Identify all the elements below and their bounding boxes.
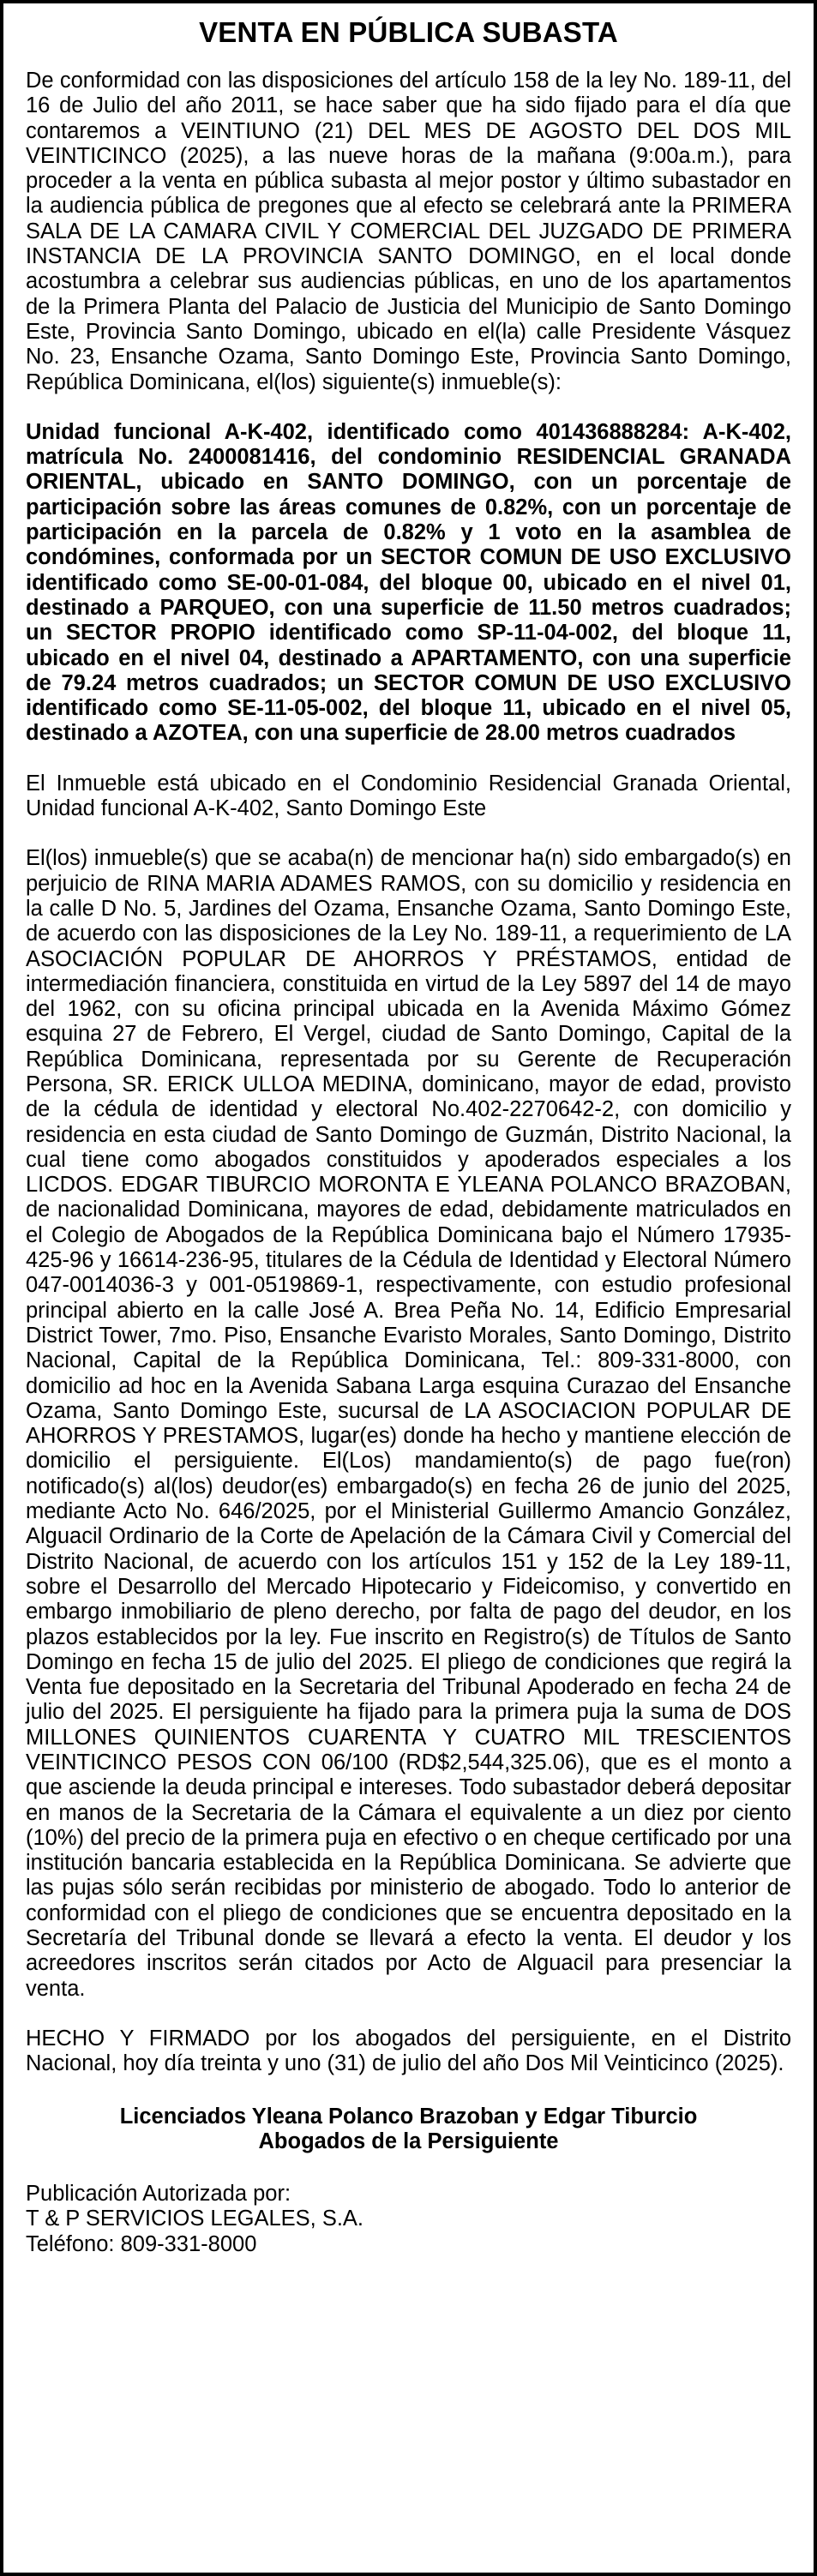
property-description: Unidad funcional A-K-402, identificado como 401436888284: A-K-402, matrícula No. 2400081416, del condominio RESIDENCIAL GRANADA ORIENTAL, ubicado en SANTO DOMINGO, con un porcentaje de participación sobre las áreas comunes de 0.82%, con un porcentaje de participación en la parcela de 0.82% y 1 voto en la asamblea de condómines, conformada por un SECTOR COMUN DE USO EXCLUSIVO identificado como SE-00-01-084, del bloque 00, ubicado en el nivel 01, destinado a PARQUEO, con una superficie de 11.50 metros cuadrados; un SECTOR PROPIO identificado como SP-11-04-002, del bloque 11, ubicado en el nivel 04, destinado a APARTAMENTO, con una superficie de 79.24 metros cuadrados; un SECTOR COMUN DE USO EXCLUSIVO identificado como SE-11-05-002, del bloque 11, ubicado en el nivel 05, destinado a AZOTEA, con una superficie de 28.00 metros cuadrados [26, 419, 791, 746]
signers-block [26, 2105, 791, 2155]
notice-title: VENTA EN PÚBLICA SUBASTA [199, 16, 618, 48]
signers-role: Abogados de la Persiguiente [258, 2129, 559, 2153]
signers-names: Licenciados Yleana Polanco Brazoban y Edgar Tiburcio [119, 2104, 698, 2129]
seizure-details-paragraph: El(los) inmueble(s) que se acaba(n) de mencionar ha(n) sido embargado(s) en perjuicio de RINA MARIA ADAMES RAMOS, con su domicilio y residencia en la calle D No. 5, Jardines del Ozama, Ensanche Ozama, Santo Domingo Este, de acuerdo con las disposiciones de la Ley No. 189-11, a requerimiento de LA ASOCIACIÓN POPULAR DE AHORROS Y PRÉSTAMOS, entidad de intermediación financiera, constituida en virtud de la Ley 5897 del 14 de mayo del 1962, con su oficina principal ubicada en la Avenida Máximo Gómez esquina 27 de Febrero, El Vergel, ciudad de Santo Domingo, Capital de la República Dominicana, representada por su Gerente de Recuperación Persona, SR. ERICK ULLOA MEDINA, dominicano, mayor de edad, provisto de la cédula de identidad y electoral No.402-2270642-2, con domicilio y residencia en esta ciudad de Santo Domingo de Guzmán, Distrito Nacional, la cual tiene como abogados constituidos y apoderados especiales a los LICDOS. EDGAR TIBURCIO MORONTA E YLEANA POLANCO BRAZOBAN, de nacionalidad Dominicana, mayores de edad, debidamente matriculados en el Colegio de Abogados de la República Dominicana bajo el Número 17935-425-96 y 16614-236-95, titulares de la Cédula de Identidad y Electoral Número 047-0014036-3 y 001-0519869-1, respectivamente, con estudio profesional principal abierto en la calle José A. Brea Peña No. 14, Edificio Empresarial District Tower, 7mo. Piso, Ensanche Evaristo Morales, Santo Domingo, Distrito Nacional, Capital de la República Dominicana, Tel.: 809-331-8000, con domicilio ad hoc en la Avenida Sabana Larga esquina Curazao del Ensanche Ozama, Santo Domingo Este, sucursal de LA ASOCIACION POPULAR DE AHORROS Y PRESTAMOS, lugar(es) donde ha hecho y mantiene elección de domicilio el persiguiente. El(Los) mandamiento(s) de pago fue(ron) notificado(s) al(los) deudor(es) embargado(s) en fecha 26 de junio del 2025, mediante Acto No. 646/2025, por el Ministerial Guillermo Amancio González, Alguacil Ordinario de la Corte de Apelación de la Cámara Civil y Comercial del Distrito Nacional, de acuerdo con los artículos 151 y 152 de la Ley 189-11, sobre el Desarrollo del Mercado Hipotecario y Fideicomiso, y convertido en embargo inmobiliario de pleno derecho, por falta de pago del deudor, en los plazos establecidos por la ley. Fue inscrito en Registro(s) de Títulos de Santo Domingo en fecha 15 de julio del 2025. El pliego de condiciones que regirá la Venta fue depositado en la Secretaria del Tribunal Apoderado en fecha 24 de julio del 2025. El persiguiente ha fijado para la primera puja la suma de DOS MILLONES QUINIENTOS CUARENTA Y CUATRO MIL TRESCIENTOS VEINTICINCO PESOS CON 06/100 (RD$2,544,325.06), que es el monto a que asciende la deuda principal e intereses. Todo subastador deberá depositar en manos de la Secretaria de la Cámara el equivalente a un diez por ciento (10%) del precio de la primera puja en efectivo o en cheque certificado por una institución bancaria establecida en la República Dominicana. Se advierte que las pujas sólo serán recibidas por ministerio de abogado. Todo lo anterior de conformidad con el pliego de condiciones que se encuentra depositado en la Secretaría del Tribunal donde se llevará a efecto la venta. El deudor y los acreedores inscritos serán citados por Acto de Alguacil para presenciar la venta. [26, 846, 791, 2001]
publisher-phone: Teléfono: 809-331-8000 [26, 2231, 257, 2256]
intro-paragraph: De conformidad con las disposiciones del artículo 158 de la ley No. 189-11, del 16 de Julio del año 2011, se hace saber que ha sido fijado para el día que contaremos a VEINTIUNO (21) DEL MES DE AGOSTO DEL DOS MIL VEINTICINCO (2025), a las nueve horas de la mañana (9:00a.m.), para proceder a la venta en pública subasta al mejor postor y último subastador en la audiencia pública de pregones que al efecto se celebrará ante la PRIMERA SALA DE LA CAMARA CIVIL Y COMERCIAL DEL JUZGADO DE PRIMERA INSTANCIA DE LA PROVINCIA SANTO DOMINGO, en el local donde acostumbra a celebrar sus audiencias públicas, en uno de los apartamentos de la Primera Planta del Palacio de Justicia del Municipio de Santo Domingo Este, Provincia Santo Domingo, ubicado en el(la) calle Presidente Vásquez No. 23, Ensanche Ozama, Santo Domingo Este, Provincia Santo Domingo, República Dominicana, el(los) siguiente(s) inmueble(s): [26, 69, 791, 394]
closing-paragraph: HECHO Y FIRMADO por los abogados del persiguiente, en el Distrito Nacional, hoy día treinta y uno (31) de julio del año Dos Mil Veinticinco (2025). [26, 2026, 791, 2076]
publisher-block [26, 2182, 791, 2257]
publisher-label: Publicación Autorizada por: [26, 2182, 291, 2207]
publisher-name: T & P SERVICIOS LEGALES, S.A. [26, 2207, 364, 2231]
property-location: El Inmueble está ubicado en el Condominio Residencial Granada Oriental, Unidad funcional A-K-402, Santo Domingo Este [26, 771, 791, 821]
